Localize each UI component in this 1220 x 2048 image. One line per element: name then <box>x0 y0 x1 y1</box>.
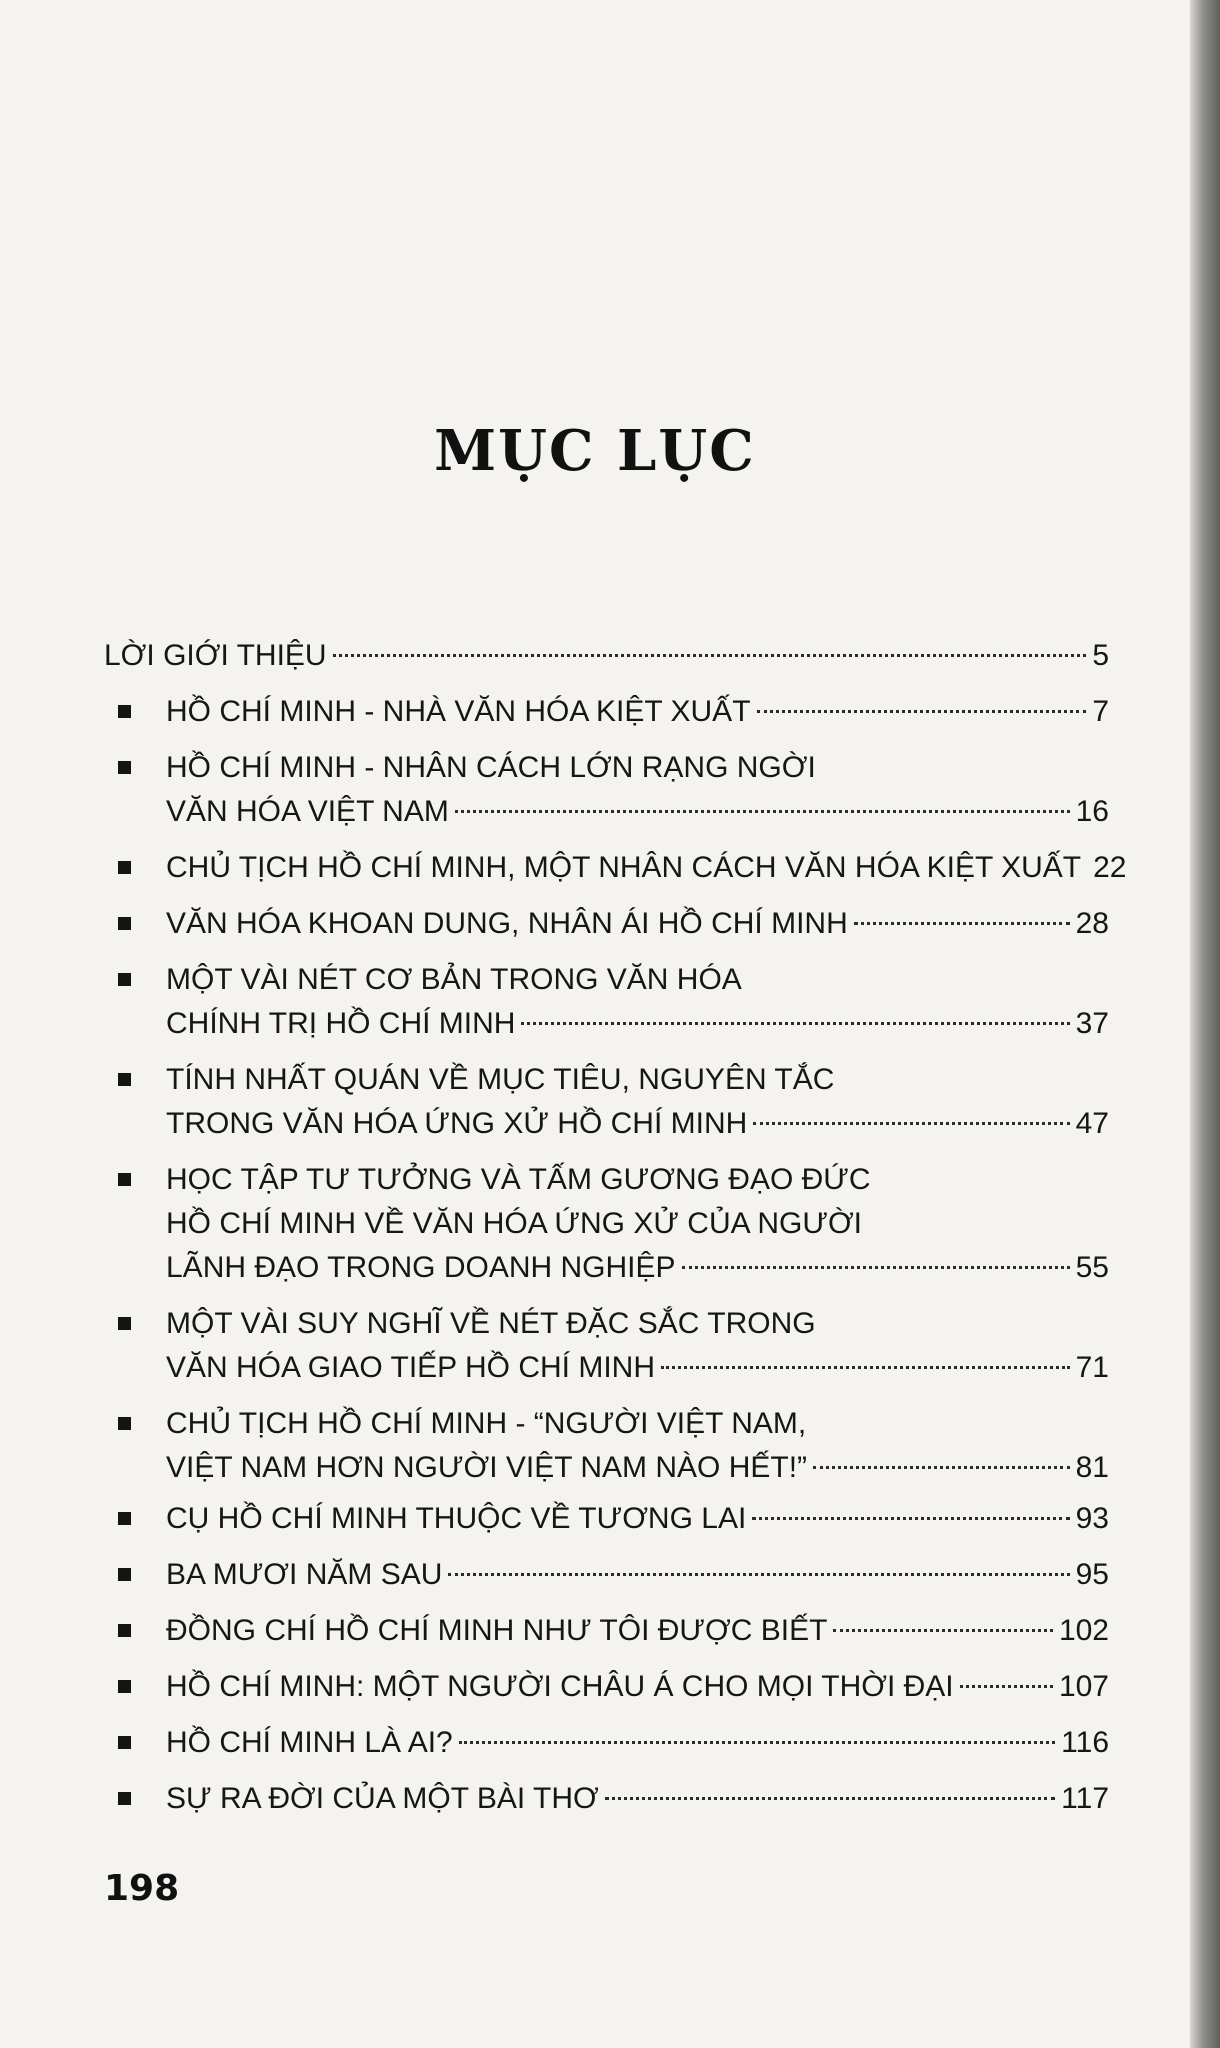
toc-entry <box>104 746 1109 834</box>
toc-entry-title-line: TÍNH NHẤT QUÁN VỀ MỤC TIÊU, NGUYÊN TẮC <box>166 1063 835 1096</box>
bullet-square-icon <box>118 1073 131 1086</box>
toc-entry-title-line: MỘT VÀI NÉT CƠ BẢN TRONG VĂN HÓA <box>166 963 742 996</box>
toc-entry-title: VĂN HÓA VIỆT NAM <box>166 795 449 828</box>
dot-leader <box>753 1122 1069 1125</box>
toc-entry-title-line: HỒ CHÍ MINH - NHÂN CÁCH LỚN RẠNG NGỜI <box>166 751 816 784</box>
toc-entry-last-line <box>166 1665 1109 1709</box>
toc-entry-last-line <box>104 634 1109 678</box>
toc-entry <box>104 1777 1109 1821</box>
toc-entry-last-line <box>166 1497 1109 1541</box>
toc-entry <box>104 634 1109 678</box>
bullet-square-icon <box>118 917 131 930</box>
bullet-square-icon <box>118 761 131 774</box>
page-edge-shadow <box>1190 0 1220 2048</box>
toc-entry-last-line <box>166 1002 1109 1046</box>
toc-entry-page: 5 <box>1092 639 1109 672</box>
dot-leader <box>757 710 1087 713</box>
toc-entry <box>104 958 1109 1046</box>
dot-leader <box>605 1797 1055 1800</box>
toc-entry-page: 116 <box>1061 1726 1109 1759</box>
dot-leader <box>813 1466 1070 1469</box>
toc-entry-title: VIỆT NAM HƠN NGƯỜI VIỆT NAM NÀO HẾT!” <box>166 1451 808 1484</box>
toc-entry-last-line <box>166 1102 1109 1146</box>
toc-entry-last-line <box>166 790 1109 834</box>
dot-leader <box>960 1685 1053 1688</box>
toc-entry-last-line <box>166 690 1109 734</box>
toc-entry <box>104 1721 1109 1765</box>
toc-entry-last-line <box>166 1246 1109 1290</box>
toc-entry-title: BA MƯƠI NĂM SAU <box>166 1558 443 1591</box>
toc-entry-title-line: HỌC TẬP TƯ TƯỞNG VÀ TẤM GƯƠNG ĐẠO ĐỨC <box>166 1163 871 1196</box>
toc-entry-last-line <box>166 1609 1109 1653</box>
toc-entry-title: HỒ CHÍ MINH - NHÀ VĂN HÓA KIỆT XUẤT <box>166 695 751 728</box>
dot-leader <box>752 1517 1069 1520</box>
page-title: MỤC LỤC <box>434 417 756 484</box>
toc-entry-last-line <box>166 902 1109 946</box>
toc-entry-page: 117 <box>1061 1782 1109 1815</box>
toc-entry-title: HỒ CHÍ MINH LÀ AI? <box>166 1726 453 1759</box>
dot-leader <box>682 1266 1070 1269</box>
toc-entry-title: LÃNH ĐẠO TRONG DOANH NGHIỆP <box>166 1251 676 1284</box>
toc-entry-last-line <box>166 1553 1109 1597</box>
toc-entry-title-line: HỒ CHÍ MINH VỀ VĂN HÓA ỨNG XỬ CỦA NGƯỜI <box>166 1207 863 1240</box>
toc-entry-page: 28 <box>1075 907 1109 940</box>
toc-entry-title: ĐỒNG CHÍ HỒ CHÍ MINH NHƯ TÔI ĐƯỢC BIẾT <box>166 1614 828 1647</box>
toc-entry-page: 95 <box>1075 1558 1109 1591</box>
toc-entry-title: TRONG VĂN HÓA ỨNG XỬ HỒ CHÍ MINH <box>166 1107 748 1140</box>
toc-entry-last-line <box>166 1721 1109 1765</box>
dot-leader <box>854 922 1070 925</box>
bullet-square-icon <box>118 861 131 874</box>
toc-entry <box>104 902 1109 946</box>
toc-entry-page: 55 <box>1075 1251 1109 1284</box>
table-of-contents-part-2 <box>104 1497 1109 1833</box>
toc-entry <box>104 690 1109 734</box>
bullet-square-icon <box>118 1512 131 1525</box>
bullet-square-icon <box>118 1736 131 1749</box>
toc-entry-page: 81 <box>1075 1451 1109 1484</box>
toc-entry-title: VĂN HÓA GIAO TIẾP HỒ CHÍ MINH <box>166 1351 655 1384</box>
bullet-square-icon <box>118 1317 131 1330</box>
dot-leader <box>455 810 1070 813</box>
toc-entry-page: 93 <box>1075 1502 1109 1535</box>
toc-entry-title-line: MỘT VÀI SUY NGHĨ VỀ NÉT ĐẶC SẮC TRONG <box>166 1307 816 1340</box>
dot-leader <box>521 1022 1069 1025</box>
bullet-square-icon <box>118 1680 131 1693</box>
dot-leader <box>833 1629 1053 1632</box>
toc-entry-title: CỤ HỒ CHÍ MINH THUỘC VỀ TƯƠNG LAI <box>166 1502 747 1535</box>
toc-entry <box>104 1058 1109 1146</box>
bullet-square-icon <box>118 973 131 986</box>
toc-entry-last-line <box>166 846 1127 890</box>
bullet-square-icon <box>118 1792 131 1805</box>
toc-entry <box>104 1665 1109 1709</box>
bullet-square-icon <box>118 1417 131 1430</box>
toc-entry <box>104 1158 1109 1290</box>
toc-entry-page: 7 <box>1092 695 1109 728</box>
toc-entry-title: VĂN HÓA KHOAN DUNG, NHÂN ÁI HỒ CHÍ MINH <box>166 907 848 940</box>
toc-entry-title-line: CHỦ TỊCH HỒ CHÍ MINH - “NGƯỜI VIỆT NAM, <box>166 1407 807 1440</box>
toc-entry-page: 102 <box>1058 1614 1109 1647</box>
toc-entry-title: CHÍNH TRỊ HỒ CHÍ MINH <box>166 1007 516 1040</box>
bullet-square-icon <box>118 1624 131 1637</box>
toc-entry-title: CHỦ TỊCH HỒ CHÍ MINH, MỘT NHÂN CÁCH VĂN HÓA KIỆT XUẤT <box>166 851 1082 884</box>
dot-leader <box>448 1573 1069 1576</box>
toc-entry <box>104 1553 1109 1597</box>
toc-entry-title: LỜI GIỚI THIỆU <box>104 639 327 672</box>
toc-entry-page: 37 <box>1075 1007 1109 1040</box>
toc-entry <box>104 1402 1109 1490</box>
dot-leader <box>661 1366 1070 1369</box>
toc-entry-last-line <box>166 1346 1109 1390</box>
bullet-square-icon <box>118 1568 131 1581</box>
toc-entry-page: 71 <box>1075 1351 1109 1384</box>
toc-entry <box>104 1497 1109 1541</box>
toc-entry-page: 16 <box>1075 795 1109 828</box>
toc-entry <box>104 1302 1109 1390</box>
bullet-square-icon <box>118 705 131 718</box>
dot-leader <box>333 654 1087 657</box>
toc-entry-page: 47 <box>1075 1107 1109 1140</box>
toc-entry-page: 22 <box>1093 851 1127 884</box>
dot-leader <box>459 1741 1055 1744</box>
page-number: 198 <box>104 1868 180 1909</box>
toc-entry <box>104 1609 1109 1653</box>
toc-entry-last-line <box>166 1446 1109 1490</box>
toc-entry-title: HỒ CHÍ MINH: MỘT NGƯỜI CHÂU Á CHO MỌI THỜI ĐẠI <box>166 1670 954 1703</box>
toc-entry-page: 107 <box>1058 1670 1109 1703</box>
bullet-square-icon <box>118 1173 131 1186</box>
toc-entry-title: SỰ RA ĐỜI CỦA MỘT BÀI THƠ <box>166 1782 599 1815</box>
table-of-contents <box>104 634 1127 1502</box>
toc-entry-last-line <box>166 1777 1109 1821</box>
toc-entry <box>104 846 1127 890</box>
